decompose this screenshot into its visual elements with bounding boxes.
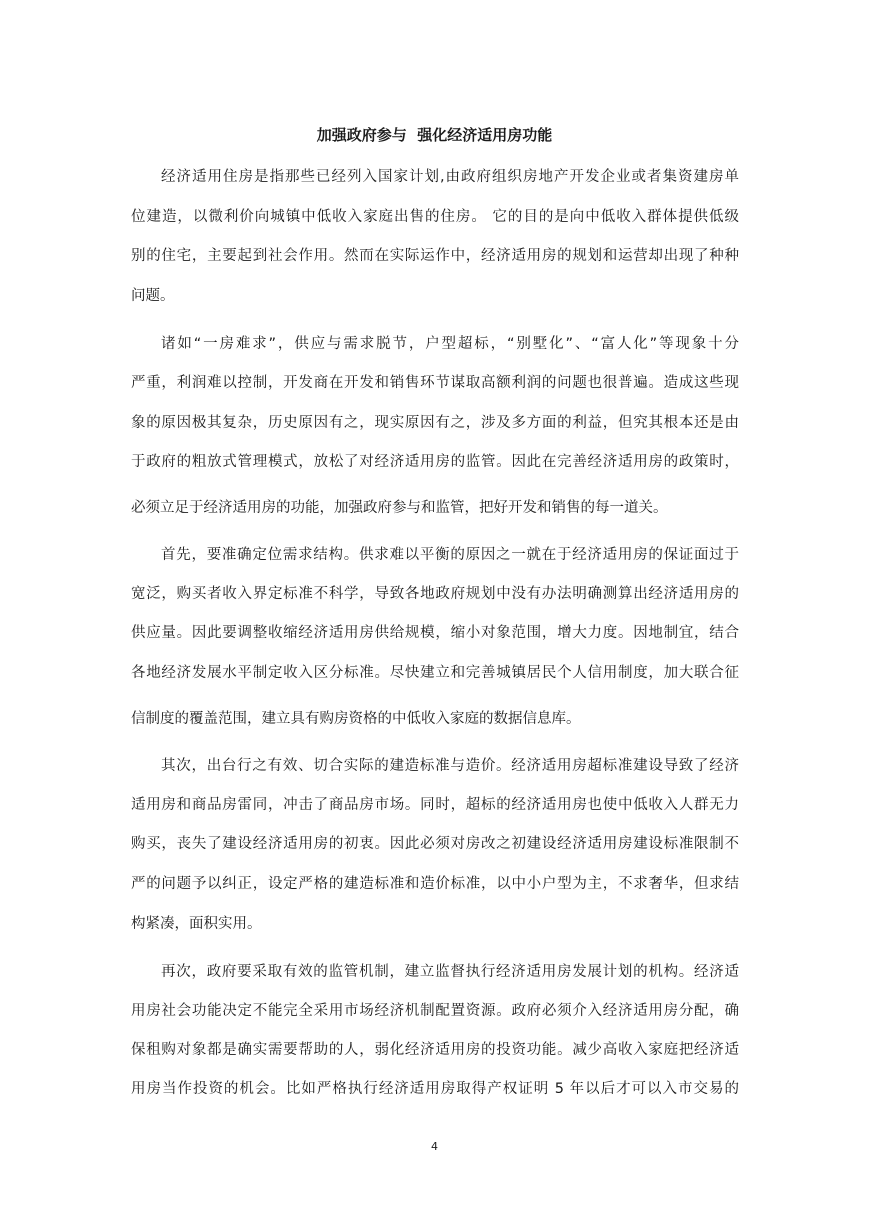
- paragraph-5-line-1: 再次，政府要采取有效的监管机制，建立监督执行经济适用房发展计划的机构。经济适: [161, 964, 739, 980]
- paragraph-5-line-3: 保租购对象都是确实需要帮助的人，弱化经济适用房的投资功能。减少高收入家庭把经济适: [131, 1042, 739, 1058]
- paragraph-2-line-2: 严重，利润难以控制，开发商在开发和销售环节谋取高额利润的问题也很普遍。造成这些现: [131, 375, 739, 391]
- paragraph-2-line-5: 必须立足于经济适用房的功能，加强政府参与和监管，把好开发和销售的每一道关。: [131, 500, 668, 516]
- paragraph-4-line-5: 构紧凑，面积实用。: [131, 916, 262, 932]
- paragraph-4-line-2: 适用房和商品房雷同，冲击了商品房市场。同时，超标的经济适用房也使中低收入人群无力: [131, 797, 739, 813]
- paragraph-1-line-2: 位建造，以微利价向城镇中低收入家庭出售的住房。 它的目的是向中低收入群体提供低级: [131, 209, 739, 225]
- page-number: 4: [431, 1140, 438, 1153]
- paragraph-5-line-4: 用房当作投资的机会。比如严格执行经济适用房取得产权证明 5 年以后才可以入市交易的: [131, 1081, 739, 1097]
- paragraph-1-line-4: 问题。: [131, 288, 175, 304]
- paragraph-1-line-1: 经济适用住房是指那些已经列入国家计划,由政府组织房地产开发企业或者集资建房单: [161, 169, 739, 185]
- paragraph-3-line-1: 首先，要准确定位需求结构。供求难以平衡的原因之一就在于经济适用房的保证面过于: [161, 547, 739, 563]
- document-title: 加强政府参与 强化经济适用房功能: [316, 126, 553, 144]
- paragraph-5-line-2: 用房社会功能决定不能完全采用市场经济机制配置资源。政府必须介入经济适用房分配，确: [131, 1003, 739, 1019]
- paragraph-3-line-3: 供应量。因此要调整收缩经济适用房供给规模，缩小对象范围，增大力度。因地制宜，结合: [131, 625, 739, 641]
- paragraph-2-line-1: 诸如“一房难求”，供应与需求脱节，户型超标，“别墅化”、“富人化”等现象十分: [161, 336, 739, 352]
- paragraph-3-line-2: 宽泛，购买者收入界定标准不科学，导致各地政府规划中没有办法明确测算出经济适用房的: [131, 586, 739, 602]
- paragraph-2-line-4: 于政府的粗放式管理模式，放松了对经济适用房的监管。因此在完善经济适用房的政策时，: [131, 454, 739, 470]
- paragraph-4-line-4: 严的问题予以纠正，设定严格的建造标准和造价标准，以中小户型为主，不求奢华，但求结: [131, 876, 739, 892]
- paragraph-4-line-3: 购买，丧失了建设经济适用房的初衷。因此必须对房改之初建设经济适用房建设标准限制不: [131, 836, 739, 852]
- paragraph-4-line-1: 其次，出台行之有效、切合实际的建造标准与造价。经济适用房超标准建设导致了经济: [161, 758, 739, 774]
- paragraph-2-line-3: 象的原因极其复杂，历史原因有之，现实原因有之，涉及多方面的利益，但究其根本还是由: [131, 415, 739, 431]
- paragraph-1-line-3: 别的住宅，主要起到社会作用。然而在实际运作中，经济适用房的规划和运营却出现了种种: [131, 248, 739, 264]
- paragraph-3-line-5: 信制度的覆盖范围，建立具有购房资格的中低收入家庭的数据信息库。: [131, 711, 581, 727]
- paragraph-3-line-4: 各地经济发展水平制定收入区分标准。尽快建立和完善城镇居民个人信用制度，加大联合征: [131, 665, 739, 681]
